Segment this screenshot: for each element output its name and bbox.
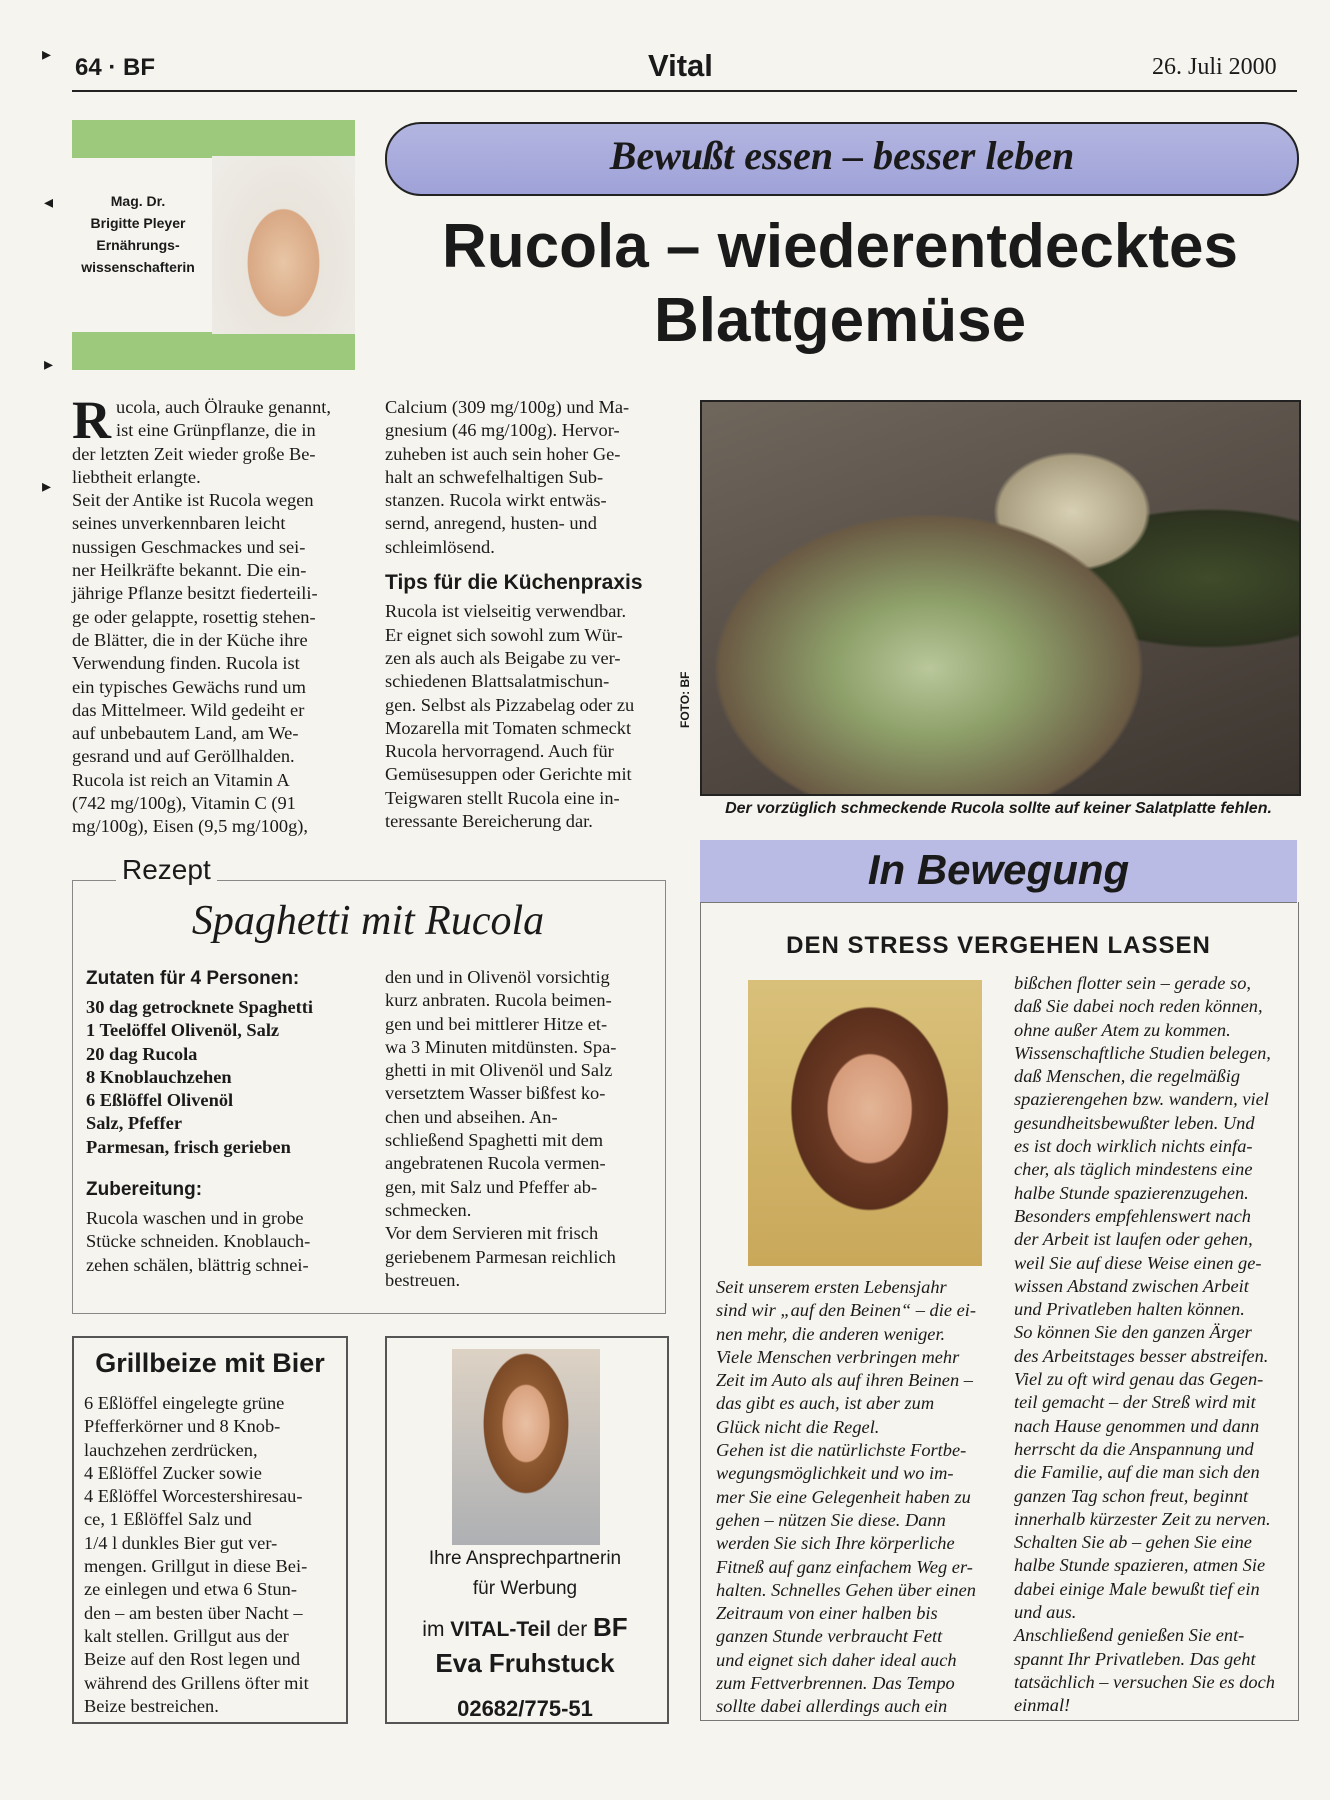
headline-line-2: Blattgemüse [653, 286, 1027, 355]
author-role-2: wissenschafterin [81, 259, 195, 275]
ingredients-list [86, 996, 358, 1159]
green-bar [72, 120, 355, 158]
article-line: (742 mg/100g), Vitamin C (91 [72, 793, 296, 814]
ad-line-2: für Werbung [472, 1578, 578, 1599]
bewegung-line: teil gemacht – der Streß wird mit [1014, 1392, 1256, 1413]
article-line: das Mittelmeer. Wild gedeiht er [72, 699, 305, 720]
bewegung-line: weil Sie auf diese Weise einen ge- [1014, 1252, 1262, 1273]
headline-line-1: Rucola – wiederentdecktes [442, 212, 1238, 281]
bewegung-line: Viele Menschen verbringen mehr [716, 1346, 960, 1367]
bewegung-line: herrscht da die Anspannung und [1014, 1438, 1254, 1459]
bewegung-line: Anschließend genießen Sie ent- [1014, 1625, 1245, 1646]
bewegung-line: und Privatleben halten können. [1014, 1299, 1245, 1320]
bewegung-line: halbe Stunde spazieren, atmen Sie [1014, 1555, 1266, 1576]
contact-photo [452, 1349, 600, 1545]
ad-line-3 [385, 1612, 665, 1643]
grill-line: 6 Eßlöffel eingelegte grüne [84, 1393, 285, 1413]
bewegung-line: innerhalb kürzester Zeit zu nerven. [1014, 1508, 1271, 1529]
preparation-line: zehen schälen, blättrig schnei- [86, 1254, 309, 1275]
ingredient-item: Parmesan, frisch gerieben [86, 1136, 291, 1157]
grill-line: Pfefferkörner und 8 Knob- [84, 1416, 281, 1437]
article-line: Verwendung finden. Rucola ist [72, 653, 300, 674]
recipe-column-1 [86, 968, 358, 1277]
article-line: gnesium (46 mg/100g). Hervor- [385, 420, 620, 441]
article-text-2b [385, 600, 667, 833]
bewegung-line: Zeitraum von einer halben bis [716, 1603, 938, 1624]
preparation-line: schließend Spaghetti mit dem [385, 1130, 604, 1151]
bewegung-line: wegungsmöglichkeit und wo im- [716, 1463, 954, 1484]
article-line: halt an schwefelhaltigen Sub- [385, 466, 604, 487]
grill-line: den – am besten über Nacht – [84, 1602, 303, 1623]
bewegung-line: Glück nicht die Regel. [716, 1416, 880, 1437]
header-rule [72, 90, 1297, 92]
salad-photo [700, 400, 1301, 796]
grill-line: Beize auf den Rost legen und [84, 1649, 301, 1670]
section-title: Vital [648, 48, 713, 83]
bewegung-line: Wissenschaftliche Studien belegen, [1014, 1042, 1271, 1063]
article-line: stanzen. Rucola wirkt entwäs- [385, 490, 607, 511]
preparation-line: den und in Olivenöl vorsichtig [385, 967, 610, 987]
article-line: schiedenen Blattsalatmischun- [385, 671, 610, 692]
bewegung-line: daß Sie dabei noch reden können, [1014, 996, 1263, 1017]
author-title: Mag. Dr. [110, 193, 166, 209]
photo-credit: FOTO: BF [678, 671, 692, 728]
bewegung-line: bißchen flotter sein – gerade so, [1014, 973, 1251, 993]
bewegung-line: Fitneß auf ganz einfachem Weg er- [716, 1556, 973, 1577]
article-column-2 [385, 396, 667, 833]
author-name: Brigitte Pleyer [90, 215, 186, 231]
preparation-line: wa 3 Minuten mitdünsten. Spa- [385, 1036, 617, 1057]
bewegung-line: Viel zu oft wird genau das Gegen- [1014, 1369, 1264, 1390]
bewegung-subtitle: DEN STRESS VERGEHEN LASSEN [786, 932, 1211, 959]
drop-cap: R [72, 390, 111, 450]
article-line: der letzten Zeit wieder große Be- [72, 443, 316, 464]
ingredient-item: 6 Eßlöffel Olivenöl [86, 1090, 234, 1111]
grill-line: kalt stellen. Grillgut aus der [84, 1625, 289, 1646]
bewegung-line: zum Fettverbrennen. Das Tempo [716, 1673, 955, 1694]
preparation-heading: Zubereitung: [86, 1179, 203, 1201]
article-line: Gemüsesuppen oder Gerichte mit [385, 764, 632, 785]
preparation-line: gen und bei mittlerer Hitze et- [385, 1013, 608, 1034]
margin-mark: ▸ [42, 476, 52, 496]
preparation-line: angebratenen Rucola vermen- [385, 1153, 606, 1174]
bewegung-line: So können Sie den ganzen Ärger [1014, 1322, 1252, 1343]
article-line: ner Heilkräfte bekannt. Die ein- [72, 560, 307, 581]
ad-brand: BF [593, 1612, 628, 1642]
article-line: sernd, anregend, husten- und [385, 513, 597, 534]
bewegung-line: daß Menschen, die regelmäßig [1014, 1066, 1241, 1087]
article-text-1 [72, 390, 354, 839]
grill-line: ce, 1 Eßlöffel Salz und [84, 1509, 252, 1530]
bewegung-line: einmal! [1014, 1695, 1071, 1716]
bewegung-line: mer Sie eine Gelegenheit haben zu [716, 1486, 971, 1507]
preparation-line: versetztem Wasser bißfest ko- [385, 1083, 606, 1104]
bewegung-line: Besonders empfehlenswert nach [1014, 1205, 1251, 1226]
bewegung-line: gehen – nützen Sie diese. Dann [716, 1509, 946, 1530]
article-line: mg/100g), Eisen (9,5 mg/100g), [72, 816, 308, 837]
bewegung-line: nen mehr, die anderen weniger. [716, 1323, 946, 1344]
grill-line: mengen. Grillgut in diese Bei- [84, 1556, 308, 1577]
headline [385, 210, 1295, 358]
bewegung-line: der Arbeit ist laufen oder gehen, [1014, 1229, 1253, 1250]
bewegung-text-right [1014, 972, 1284, 1718]
ingredient-item: 1 Teelöffel Olivenöl, Salz [86, 1020, 280, 1041]
article-line: Seit der Antike ist Rucola wegen [72, 490, 314, 511]
article-line: auf unbebautem Land, am We- [72, 723, 299, 744]
article-line: schleimlösend. [385, 536, 495, 557]
article-column-1 [72, 390, 354, 839]
article-line: liebtheit erlangte. [72, 466, 201, 487]
author-role-1: Ernährungs- [96, 237, 180, 253]
bewegung-text-left [716, 1276, 982, 1719]
margin-mark: ▸ [44, 354, 54, 374]
article-line: Rucola ist reich an Vitamin A [72, 769, 290, 790]
bewegung-line: ohne außer Atem zu kommen. [1014, 1019, 1231, 1040]
article-line: seines unverkennbaren leicht [72, 513, 286, 534]
bewegung-line: spazierengehen bzw. wandern, viel [1014, 1089, 1269, 1110]
preparation-text-1 [86, 1207, 358, 1277]
article-line: Mozarella mit Tomaten schmeckt [385, 717, 632, 738]
bewegung-line: wissen Abstand zwischen Arbeit [1014, 1275, 1249, 1296]
ingredients-heading: Zutaten für 4 Personen: [86, 968, 300, 989]
preparation-line: gen, mit Salz und Pfeffer ab- [385, 1176, 598, 1197]
bewegung-line: ganzen Stunde verbraucht Fett [716, 1626, 943, 1647]
article-line: Teigwaren stellt Rucola eine in- [385, 787, 620, 808]
recipe-title: Spaghetti mit Rucola [191, 898, 545, 944]
ingredient-item: 20 dag Rucola [86, 1043, 198, 1064]
ingredient-item: 30 dag getrocknete Spaghetti [86, 997, 313, 1017]
article-line: Calcium (309 mg/100g) und Ma- [385, 397, 630, 417]
preparation-line: chen und abseihen. An- [385, 1106, 558, 1127]
recipe-label: Rezept [116, 854, 217, 886]
article-line: gesrand und auf Geröllhalden. [72, 746, 295, 767]
bewegung-line: Gehen ist die natürlichste Fortbe- [716, 1440, 967, 1461]
column-banner [385, 122, 1299, 196]
preparation-line: kurz anbraten. Rucola beimen- [385, 990, 612, 1011]
bewegung-line: es ist doch wirklich nichts einfa- [1014, 1136, 1253, 1157]
subhead-kitchen-tips: Tips für die Küchenpraxis [385, 571, 643, 595]
author-photo [212, 156, 355, 334]
bewegung-line: und aus. [1014, 1602, 1077, 1623]
grill-line: 4 Eßlöffel Zucker sowie [84, 1462, 262, 1483]
bewegung-line: sollte dabei allerdings auch ein [716, 1696, 948, 1717]
bewegung-line: und eignet sich daher ideal auch [716, 1649, 957, 1670]
grill-line: Beize bestreichen. [84, 1695, 219, 1716]
photo-caption: Der vorzüglich schmeckende Rucola sollte auf keiner Salatplatte fehlen. [725, 800, 1272, 817]
woman-photo [748, 980, 982, 1266]
article-line: zen als auch als Beigabe zu ver- [385, 647, 621, 668]
page-number: 64 · BF [75, 54, 156, 81]
bewegung-line: spannt Ihr Privatleben. Das geht [1014, 1648, 1256, 1669]
article-line: ein typisches Gewächs rund um [72, 676, 306, 697]
margin-mark: ◂ [44, 192, 54, 212]
ad-line-3c: der [551, 1618, 594, 1641]
grill-line: 4 Eßlöffel Worcestershiresau- [84, 1486, 303, 1507]
article-line: ge oder gelappte, rosettig stehen- [72, 606, 316, 627]
bewegung-line: werden Sie sich Ihre körperliche [716, 1533, 955, 1554]
author-box [72, 120, 355, 367]
bewegung-line: tatsächlich – versuchen Sie es doch [1014, 1671, 1275, 1692]
bewegung-line: das gibt es auch, ist aber zum [716, 1393, 935, 1414]
bewegung-line: halten. Schnelles Gehen über einen [716, 1579, 976, 1600]
article-line: ucola, auch Ölrauke genannt, [116, 397, 331, 417]
article-text-2a [385, 396, 667, 559]
grill-title: Grillbeize mit Bier [95, 1348, 325, 1378]
article-line: Rucola hervorragend. Auch für [385, 741, 614, 762]
bewegung-line: dabei einige Male bewußt tief ein [1014, 1578, 1260, 1599]
ad-line-3a: im [422, 1618, 451, 1641]
ad-phone: 02682/775-51 [457, 1696, 593, 1721]
grill-line: lauchzehen zerdrücken, [84, 1439, 258, 1460]
preparation-line: schmecken. [385, 1199, 472, 1220]
issue-date: 26. Juli 2000 [1152, 54, 1277, 80]
bewegung-line: Schalten Sie ab – gehen Sie eine [1014, 1532, 1252, 1553]
bewegung-line: ganzen Tag schon freut, beginnt [1014, 1485, 1249, 1506]
preparation-line: ghetti in mit Olivenöl und Salz [385, 1060, 613, 1081]
grill-line: ze einlegen und etwa 6 Stun- [84, 1579, 297, 1600]
preparation-line: Rucola waschen und in grobe [86, 1208, 304, 1229]
author-caption [72, 190, 204, 278]
preparation-line: Vor dem Servieren mit frisch [385, 1223, 599, 1244]
bewegung-line: des Arbeitstages besser abstreifen. [1014, 1345, 1269, 1366]
bewegung-line: die Familie, auf die man sich den [1014, 1462, 1260, 1483]
article-line: Er eignet sich sowohl zum Wür- [385, 624, 623, 645]
grill-line: 1/4 l dunkles Bier gut ver- [84, 1532, 278, 1553]
ingredient-item: 8 Knoblauchzehen [86, 1066, 232, 1087]
ad-line-3b: VITAL-Teil [450, 1618, 551, 1641]
ingredient-item: Salz, Pfeffer [86, 1113, 182, 1134]
article-line: nussigen Geschmackes und sei- [72, 536, 306, 557]
bewegung-line: gesundheitsbewußter leben. Und [1014, 1112, 1255, 1133]
article-line: gen. Selbst als Pizzabelag oder zu [385, 694, 635, 715]
banner-text: Bewußt essen – besser leben [609, 133, 1075, 178]
grill-text [84, 1392, 336, 1718]
article-line: jährige Pflanze besitzt fiederteili- [72, 583, 318, 604]
preparation-line: bestreuen. [385, 1269, 461, 1290]
ad-line-1: Ihre Ansprechpartnerin [428, 1548, 622, 1569]
bewegung-line: cher, als täglich mindestens eine [1014, 1159, 1253, 1180]
article-line: zuheben ist auch sein hoher Ge- [385, 443, 621, 464]
bewegung-line: halbe Stunde spazierenzugehen. [1014, 1182, 1249, 1203]
bewegung-line: Zeit im Auto als auf ihren Beinen – [716, 1370, 973, 1391]
grill-line: während des Grillens öfter mit [84, 1672, 309, 1693]
bewegung-title: In Bewegung [867, 846, 1130, 893]
bewegung-line: sind wir „auf den Beinen“ – die ei- [716, 1300, 977, 1321]
preparation-line: geriebenem Parmesan reichlich [385, 1246, 616, 1267]
ad-contact-name: Eva Fruhstuck [435, 1648, 615, 1678]
green-bar [72, 332, 355, 370]
article-line: de Blätter, die in der Küche ihre [72, 629, 308, 650]
bewegung-line: Seit unserem ersten Lebensjahr [716, 1277, 947, 1297]
preparation-line: Stücke schneiden. Knoblauch- [86, 1231, 311, 1252]
margin-mark: ▸ [42, 44, 52, 64]
preparation-text-2 [385, 966, 653, 1292]
article-line: Rucola ist vielseitig verwendbar. [385, 601, 627, 622]
bewegung-line: nach Hause genommen und dann [1014, 1415, 1260, 1436]
article-line: ist eine Grünpflanze, die in [116, 420, 316, 441]
article-line: teressante Bereicherung dar. [385, 811, 593, 832]
